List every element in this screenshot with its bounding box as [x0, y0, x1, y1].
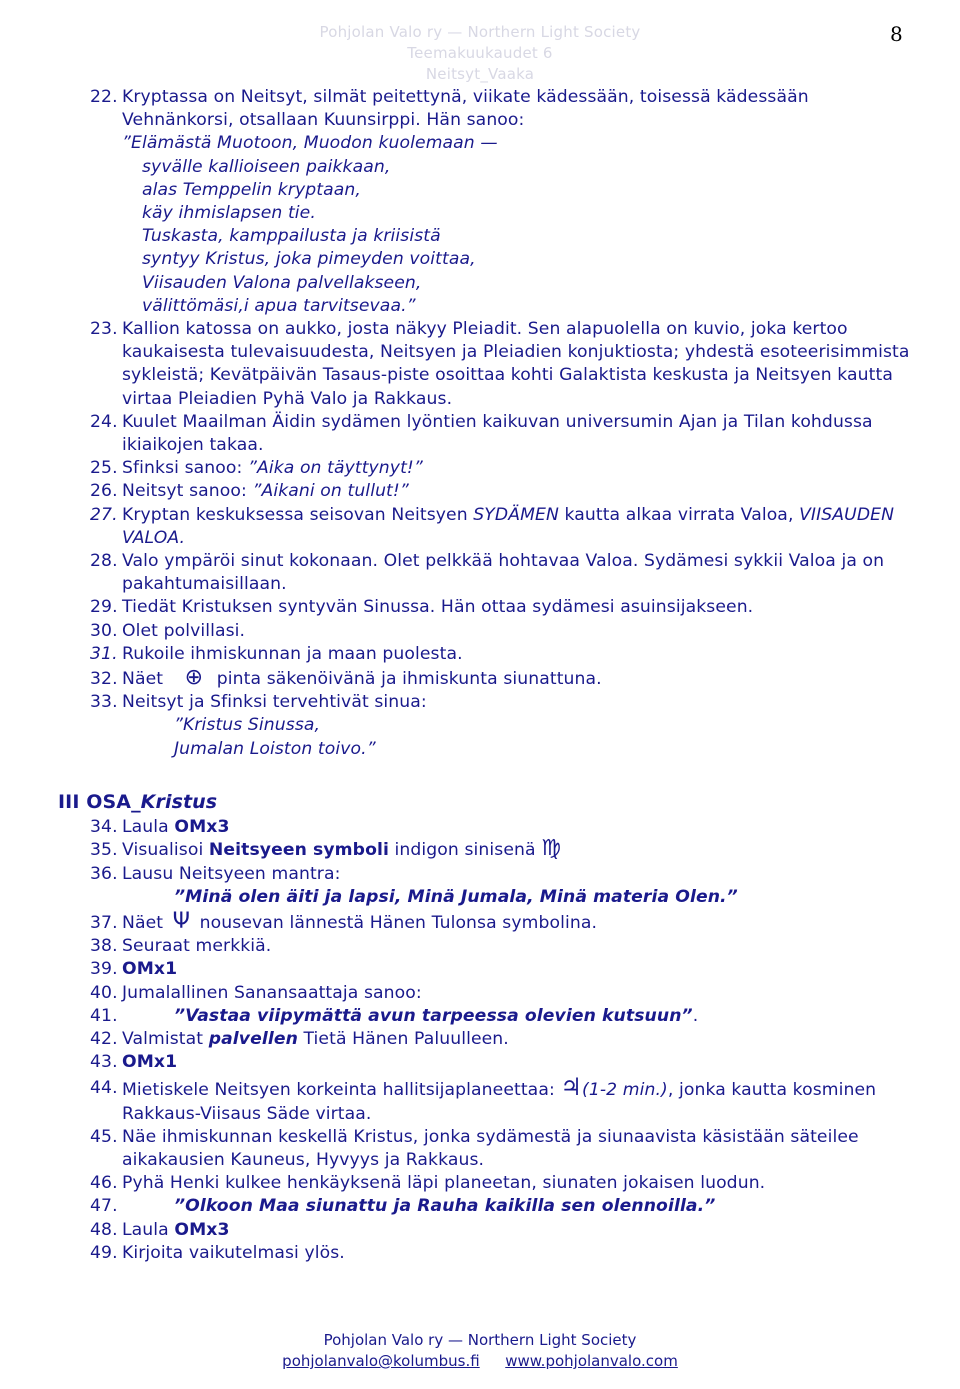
poem-line: ”Elämästä Muotoon, Muodon kuolemaan —	[122, 133, 498, 154]
poem-line: syvälle kallioiseen paikkaan,	[142, 156, 391, 177]
footer-email-link[interactable]: pohjolanvalo@kolumbus.fi	[282, 1352, 480, 1370]
section-roman: III OSA_	[58, 790, 141, 813]
item-number: 31.	[90, 643, 118, 664]
item-number: 39.	[90, 959, 118, 980]
item-text: .	[692, 1005, 699, 1026]
item-text: nousevan lännestä Hänen Tulonsa symbolina.	[194, 912, 598, 933]
item-number: 45.	[90, 1126, 118, 1147]
item-text: Näe ihmiskunnan keskellä Kristus, jonka sydämestä ja siunaavista käsistään säteilee aikakausien Kauneus, Hyvyys ja Rakkaus.	[122, 1126, 859, 1170]
item-number: 44.	[90, 1078, 118, 1099]
list-item-40	[90, 982, 920, 1005]
item-text: Laula	[122, 817, 175, 838]
item-bold: Neitsyeen symboli	[208, 840, 389, 861]
item-bold: OMx3	[174, 1219, 230, 1240]
item-text: Kryptassa on Neitsyt, silmät peitettynä, viikate kädessään, toisessä kädessään Vehnänkorsi, otsallaan Kuunsirppi. Hän sanoo:	[122, 87, 809, 131]
item-text: Näet	[122, 669, 169, 690]
header-series: Teemakuukaudet 6	[407, 44, 553, 62]
list-item-47	[90, 1195, 920, 1218]
footer-website-link[interactable]: www.pohjolanvalo.com	[505, 1352, 678, 1370]
list-item-36	[90, 863, 920, 886]
item-emphasis: VIISAUDEN VALOA.	[122, 504, 895, 548]
item-number: 28.	[90, 551, 118, 572]
list-item-27	[90, 504, 920, 550]
item-number: 33.	[90, 692, 118, 713]
item-text: Tietä Hänen Paluulleen.	[297, 1028, 509, 1049]
item-emphasis: SYDÄMEN	[473, 504, 559, 525]
list-item-49	[90, 1242, 920, 1265]
item-text: Mietiskele Neitsyen korkeinta hallitsijaplaneettaa:	[122, 1080, 561, 1101]
item-text: Sfinksi sanoo:	[122, 458, 248, 479]
poem-line: Tuskasta, kamppailusta ja kriisistä	[142, 226, 441, 247]
poem-line: välittömäsi,i apua tarvitsevaa.”	[142, 295, 416, 316]
item-quote: ”Aika on täyttynyt!”	[247, 458, 423, 479]
list-item-42	[90, 1028, 920, 1051]
item-number: 46.	[90, 1173, 118, 1194]
list-item-25	[90, 457, 920, 480]
poem-line: käy ihmislapsen tie.	[142, 203, 316, 224]
item-text: Näet	[122, 912, 169, 933]
item-bold: OMx3	[174, 817, 230, 838]
item-text: Rukoile ihmiskunnan ja maan puolesta.	[122, 643, 463, 664]
list-item-35	[90, 836, 920, 862]
item-bold: OMx1	[122, 959, 178, 980]
item-number: 34.	[90, 817, 118, 838]
page-header	[0, 22, 960, 85]
item-number: 29.	[90, 597, 118, 618]
list-item-44	[90, 1073, 920, 1125]
list-item-34	[90, 816, 920, 839]
trident-symbol-icon: Ψ	[172, 908, 191, 934]
virgo-symbol-icon: ♍	[541, 836, 562, 862]
item-number: 24.	[90, 411, 118, 432]
item-number: 43.	[90, 1052, 118, 1073]
page-number: 8	[890, 22, 903, 46]
item-text: , jonka kautta kosminen Rakkaus-Viisaus Säde virtaa.	[122, 1080, 877, 1124]
item-number: 47.	[90, 1196, 118, 1217]
poem-kristus	[90, 714, 920, 760]
item-text: indigon sinisenä	[388, 840, 542, 861]
item-number: 22.	[90, 87, 118, 107]
list-item-31	[90, 643, 920, 666]
list-item-43	[90, 1051, 920, 1074]
header-org: Pohjolan Valo ry — Northern Light Society	[319, 23, 641, 41]
item-text: Kryptan keskuksessa seisovan Neitsyen	[122, 504, 474, 525]
list-item-39	[90, 958, 920, 981]
item-number: 26.	[90, 481, 118, 502]
list-item-23	[90, 318, 920, 411]
list-item-30	[90, 620, 920, 643]
list-item-26	[90, 480, 920, 503]
earth-symbol-icon: ⊕	[184, 665, 204, 691]
mantra: ”Minä olen äiti ja lapsi, Minä Jumala, Minä materia Olen.”	[174, 886, 738, 907]
item-number: 36.	[90, 863, 118, 884]
list-item-33	[90, 691, 920, 714]
list-item-24	[90, 411, 920, 457]
list-item-37	[90, 908, 920, 935]
item-text: Tiedät Kristuksen syntyvän Sinussa. Hän ottaa sydämesi asuinsijakseen.	[122, 597, 754, 618]
item-bold: palvellen	[208, 1028, 298, 1049]
list-item-41	[90, 1005, 920, 1028]
item-text: Pyhä Henki kulkee henkäyksenä läpi planeetan, siunaten jokaisen luodun.	[122, 1173, 766, 1194]
item-text: Olet polvillasi.	[122, 620, 246, 641]
item-text: Seuraat merkkiä.	[122, 936, 272, 957]
page-footer	[0, 1330, 960, 1372]
item-text: Kallion katossa on aukko, josta näkyy Pleiadit. Sen alapuolella on kuvio, joka kertoo kaukaisesta tulevaisuudesta, Neitsyen ja Pleiadien konjuktiosta; yhdestä esoteerisimmista sykleistä; Kevätpäivän Tasaus-piste osoittaa kohti Galaktista keskusta ja Neitsyen kautta virtaa Pleiadien Pyhä Valo ja Rakkaus.	[122, 319, 910, 409]
header-topic: Neitsyt_Vaaka	[425, 65, 535, 83]
item-text: pinta säkenöivänä ja ihmiskunta siunattuna.	[211, 669, 602, 690]
item-number: 27.	[90, 504, 118, 525]
item-bold: OMx1	[122, 1052, 178, 1073]
item-number: 38.	[90, 936, 118, 957]
list-item-28	[90, 550, 920, 596]
jupiter-symbol-icon: ♃	[560, 1073, 583, 1102]
item-text: Lausu Neitsyeen mantra:	[122, 863, 341, 884]
item-text: kautta alkaa virrata Valoa,	[558, 504, 800, 525]
item-text: Kuulet Maailman Äidin sydämen lyöntien kaikuvan universumin Ajan ja Tilan kohdussa ikiaikojen takaa.	[122, 411, 873, 456]
list-item-32	[90, 665, 920, 691]
document-body	[58, 86, 920, 1265]
poem-line: ”Kristus Sinussa,	[174, 715, 321, 736]
section-title: Kristus	[140, 790, 218, 813]
item-number: 49.	[90, 1242, 118, 1263]
item-number: 30.	[90, 620, 118, 641]
item-number: 35.	[90, 840, 118, 861]
item-text: Valo ympäröi sinut kokonaan. Olet pelkkää hohtavaa Valoa. Sydämesi sykkii Valoa ja on pakahtumaisillaan.	[122, 551, 885, 595]
list-item-22	[90, 86, 920, 132]
item-text: Laula	[122, 1219, 175, 1240]
item-number: 48.	[90, 1219, 118, 1240]
list-item-48	[90, 1219, 920, 1242]
list-item-46	[90, 1172, 920, 1195]
item-number: 23.	[90, 319, 118, 340]
item-quote: ”Aikani on tullut!”	[252, 481, 409, 502]
footer-org: Pohjolan Valo ry — Northern Light Society	[323, 1331, 637, 1349]
item-text: Kirjoita vaikutelmasi ylös.	[122, 1242, 345, 1263]
item-text: Visualisoi	[122, 840, 209, 861]
item-text: Neitsyt ja Sfinksi tervehtivät sinua:	[122, 692, 427, 713]
list-item-38	[90, 935, 920, 958]
item-number: 32.	[90, 669, 118, 690]
list-item-29	[90, 596, 920, 619]
item-quote: ”Olkoon Maa siunattu ja Rauha kaikilla sen olennoilla.”	[174, 1196, 716, 1217]
item-quote: ”Vastaa viipymättä avun tarpeessa olevien kutsuun”	[174, 1005, 693, 1026]
list-item-45	[90, 1126, 920, 1172]
item-number: 42.	[90, 1028, 118, 1049]
item-duration: (1-2 min.)	[582, 1080, 668, 1101]
item-text: Neitsyt sanoo:	[122, 481, 253, 502]
section-heading	[58, 791, 920, 814]
poem-elamasta	[90, 132, 920, 318]
item-number: 41.	[90, 1005, 118, 1026]
item-number: 37.	[90, 912, 118, 933]
poem-line: alas Temppelin kryptaan,	[142, 179, 361, 200]
item-number: 25.	[90, 458, 118, 479]
item-number: 40.	[90, 982, 118, 1003]
poem-line: Viisauden Valona palvellakseen,	[142, 272, 422, 293]
poem-line: Jumalan Loiston toivo.”	[174, 738, 376, 759]
item-text: Valmistat	[122, 1028, 209, 1049]
item-text: Jumalallinen Sanansaattaja sanoo:	[122, 982, 422, 1003]
poem-line: syntyy Kristus, joka pimeyden voittaa,	[142, 249, 476, 270]
